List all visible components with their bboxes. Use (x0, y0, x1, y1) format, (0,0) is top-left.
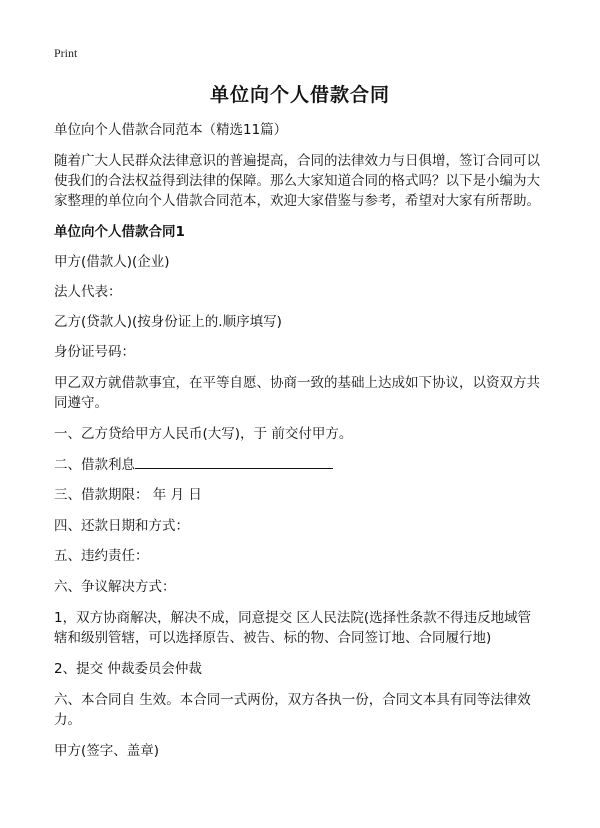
clause-4: 四、还款日期和方式： (54, 518, 189, 534)
agreement-line-1: 甲乙双方就借款事宜，在平等自愿、协商一致的基础上达成如下协议，以资双方共 (54, 375, 540, 391)
clause-5: 五、违约责任： (54, 548, 149, 564)
signature-party-a: 甲方(签字、盖章) (54, 743, 160, 759)
clause-3: 三、借款期限： 年 月 日 (54, 487, 202, 503)
interest-blank (135, 454, 333, 469)
dispute-1-line-2: 辖和级别管辖，可以选择原告、被告、标的物、合同签订地、合同履行地) (54, 630, 492, 646)
clause-6: 六、争议解决方式： (54, 579, 176, 595)
effect-line-1: 六、本合同自 生效。本合同一式两份，双方各执一份，合同文本具有同等法律效 (54, 692, 531, 708)
legal-representative: 法人代表： (54, 284, 122, 300)
clause-1: 一、乙方贷给甲方人民币(大写)，于 前交付甲方。 (54, 426, 353, 442)
intro-line-2: 使我们的合法权益得到法律的保障。那么大家知道合同的格式吗？以下是小编为大 (54, 173, 540, 189)
id-number: 身份证号码： (54, 344, 135, 360)
agreement-line-2: 同遵守。 (54, 395, 108, 411)
clause-2-text: 二、借款利息 (54, 457, 135, 473)
page-title: 单位向个人借款合同 (209, 84, 390, 106)
dispute-1-line-1: 1，双方协商解决，解决不成，同意提交 区人民法院(选择性条款不得违反地域管 (54, 610, 532, 626)
effect-line-2: 力。 (54, 712, 81, 728)
print-link[interactable]: Print (54, 46, 78, 60)
dispute-2: 2、提交 仲裁委员会仲裁 (54, 661, 202, 677)
intro-line-3: 家整理的单位向个人借款合同范本，欢迎大家借鉴与参考，希望对大家有所帮助。 (54, 193, 540, 209)
clause-2 (54, 454, 554, 475)
party-a: 甲方(借款人)(企业) (54, 254, 170, 270)
subtitle: 单位向个人借款合同范本（精选11篇） (54, 122, 288, 138)
party-b: 乙方(贷款人)(按身份证上的.顺序填写) (54, 314, 282, 330)
section-heading: 单位向个人借款合同1 (54, 224, 185, 240)
intro-line-1: 随着广大人民群众法律意识的普遍提高，合同的法律效力与日俱增，签订合同可以 (54, 153, 540, 169)
